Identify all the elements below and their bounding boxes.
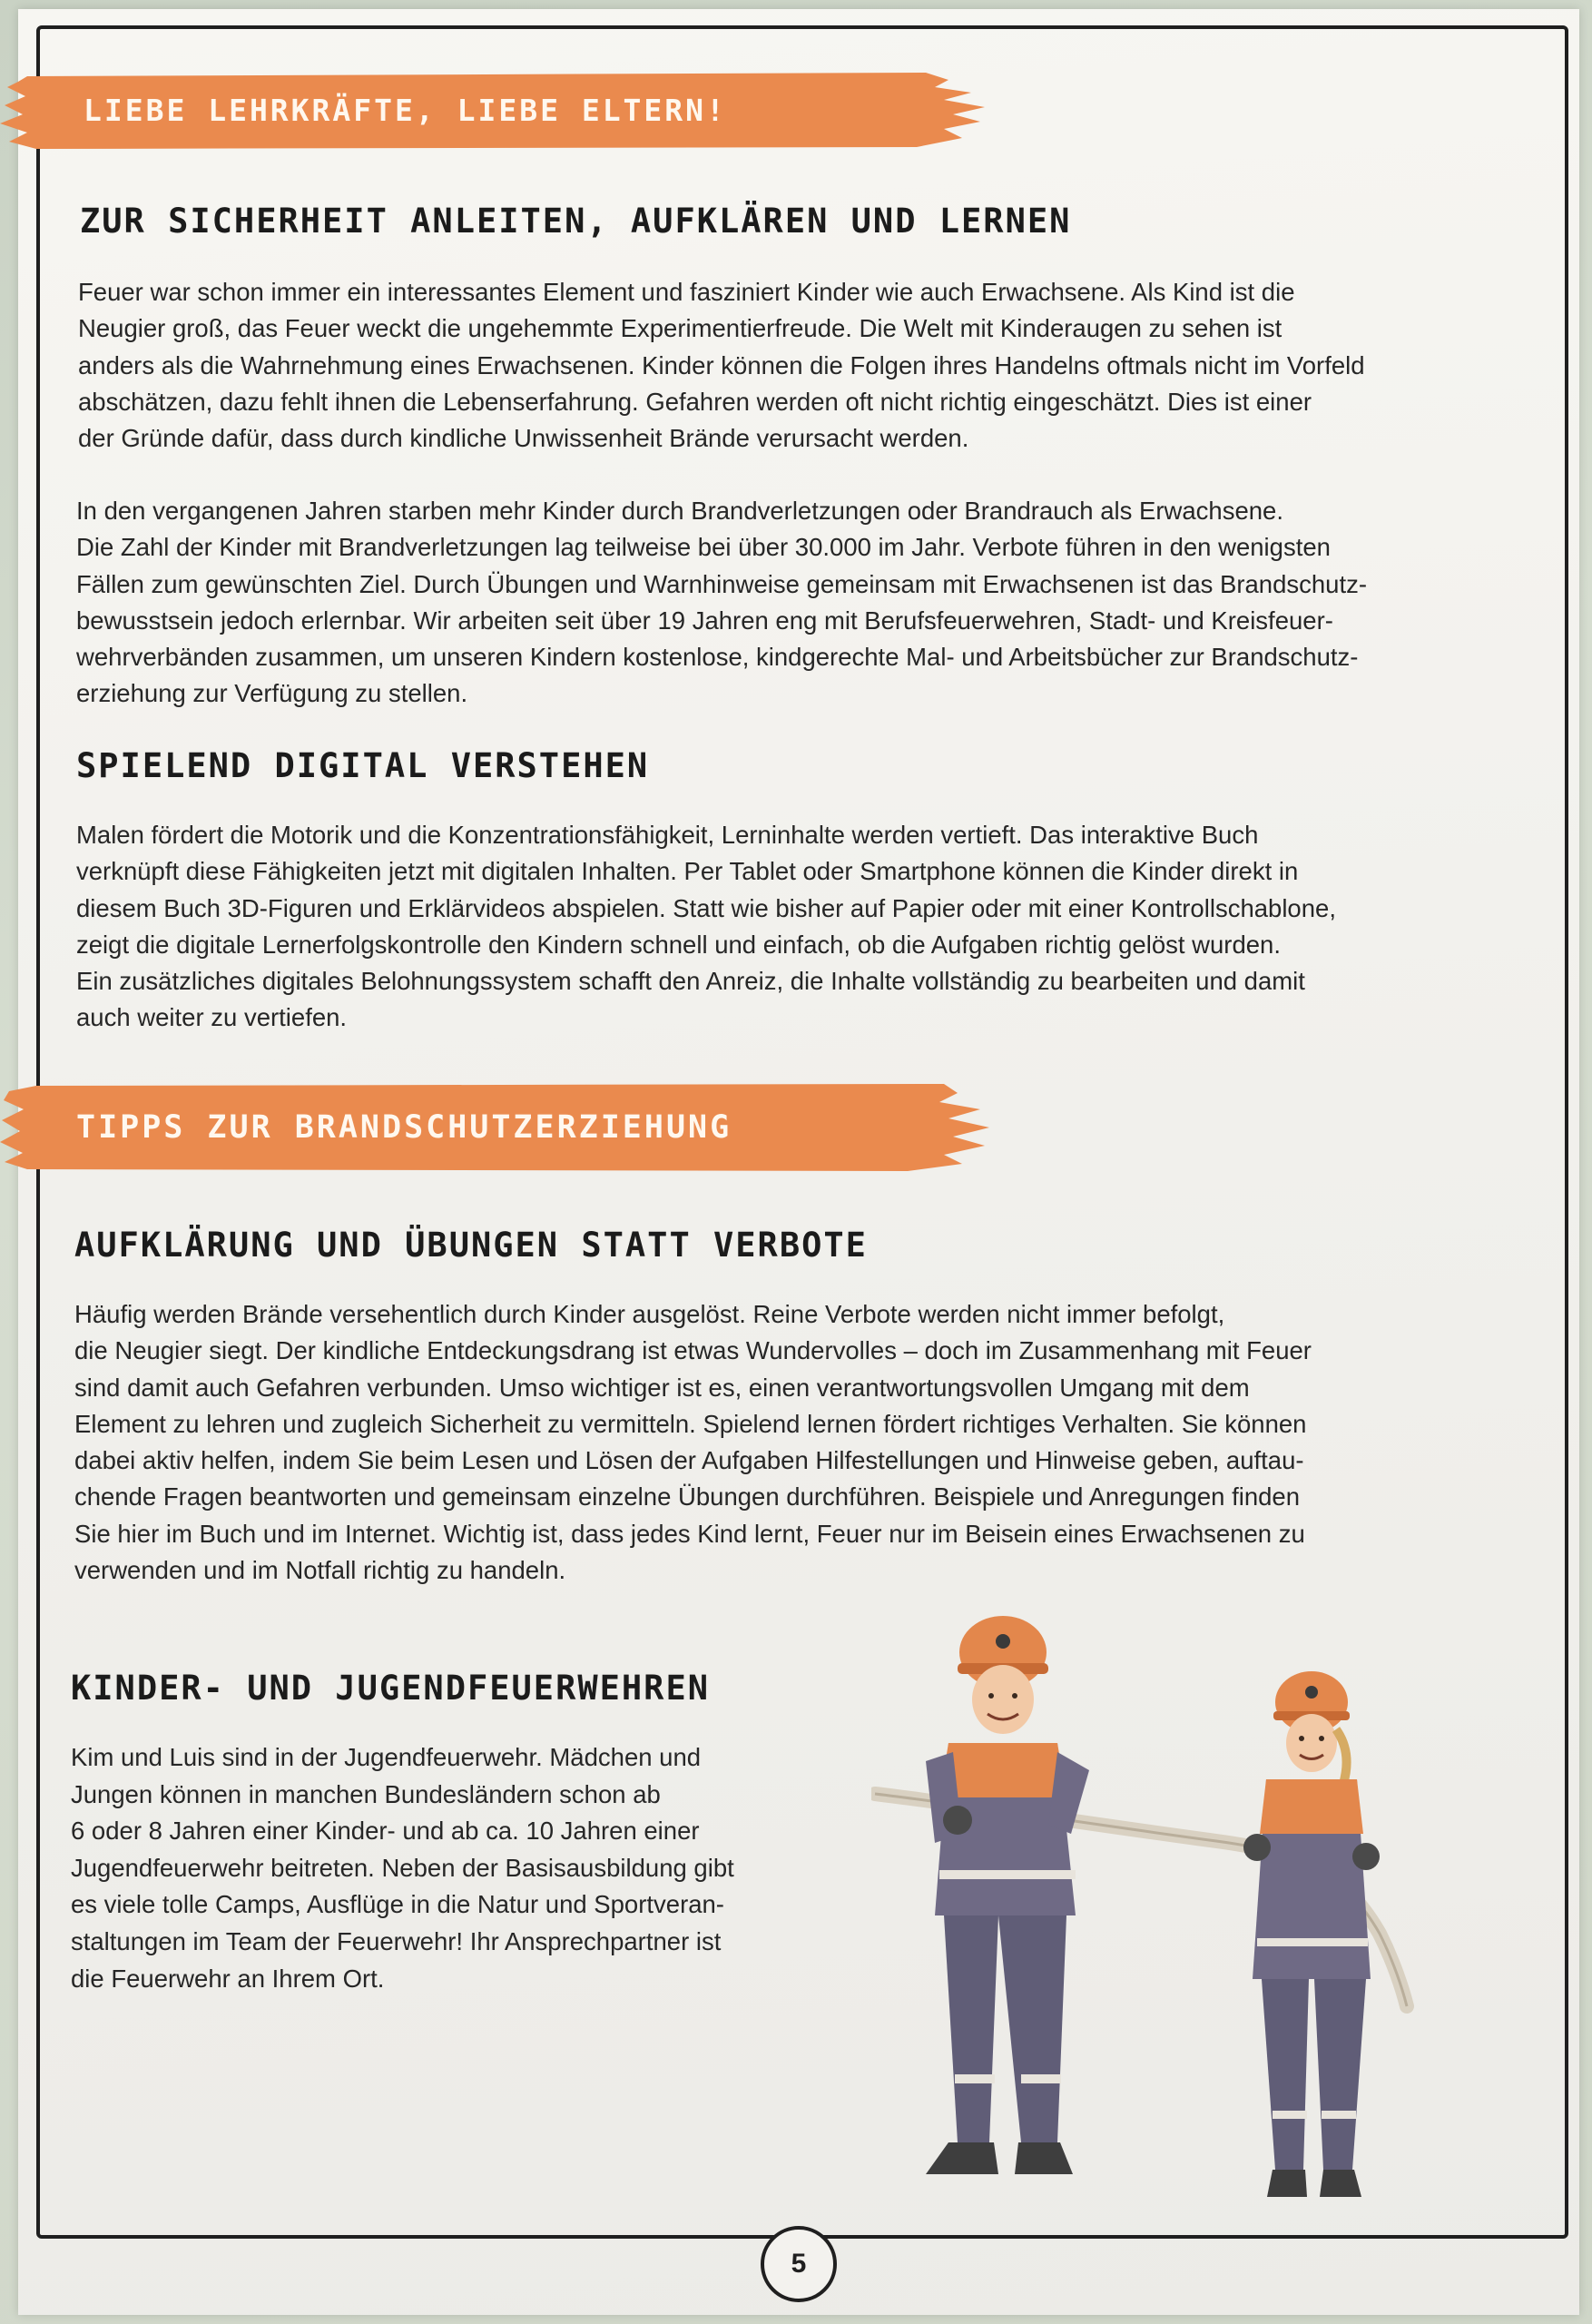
text-line: bewusstsein jedoch erlernbar. Wir arbeiten seit über 19 Jahren eng mit Berufsfeuerwehren, Stadt- und Kreisfeuer- (76, 606, 1333, 635)
figure-luis (926, 1616, 1089, 2174)
heading-digital: SPIELEND DIGITAL VERSTEHEN (76, 746, 650, 785)
paragraph-jugendfeuerwehr (71, 1739, 734, 1997)
text-line: anders als die Wahrnehmung eines Erwachsenen. Kinder können die Folgen ihres Handelns oftmals nicht im Vorfeld (78, 350, 1365, 379)
banner-intro (0, 69, 998, 153)
text-line: Feuer war schon immer ein interessantes Element und fasziniert Kinder wie auch Erwachsene. Als Kind ist die (78, 278, 1295, 306)
text-line: Sie hier im Buch und im Internet. Wichtig ist, dass jedes Kind lernt, Feuer nur im Beisein eines Erwachsenen zu (74, 1519, 1305, 1548)
text-line: Jungen können in manchen Bundesländern schon ab (71, 1779, 661, 1808)
text-line: Jugendfeuerwehr beitreten. Neben der Basisausbildung gibt (71, 1853, 734, 1882)
text-line: Ein zusätzliches digitales Belohnungssystem schafft den Anreiz, die Inhalte vollständig zu bearbeiten und damit (76, 967, 1305, 996)
text-line: Fällen zum gewünschten Ziel. Durch Übungen und Warnhinweise gemeinsam mit Erwachsenen ist das Brandschutz- (76, 569, 1368, 598)
text-line: es viele tolle Camps, Ausflüge in die Natur und Sportveran- (71, 1890, 724, 1919)
text-line: Malen fördert die Motorik und die Konzentrationsfähigkeit, Lerninhalte werden vertieft. Das interaktive Buch (76, 821, 1259, 849)
text-line: erziehung zur Verfügung zu stellen. (76, 679, 468, 708)
text-line: der Gründe dafür, dass durch kindliche Unwissenheit Brände verursacht werden. (78, 424, 969, 453)
paragraph-digital (76, 817, 1336, 1037)
text-line: auch weiter zu vertiefen. (76, 1003, 348, 1032)
text-line: Element zu lehren und zugleich Sicherheit zu vermitteln. Spielend lernen fördert richtiges Verhalten. Sie können (74, 1409, 1307, 1438)
paragraph-verbote (74, 1296, 1312, 1589)
text-line: chende Fragen beantworten und gemeinsam einzelne Übungen durchführen. Beispiele und Anregungen finden (74, 1482, 1300, 1512)
text-line: dabei aktiv helfen, indem Sie beim Lesen und Lösen der Aufgaben Hilfestellungen und Hinweise geben, auftau- (74, 1446, 1304, 1475)
text-line: die Feuerwehr an Ihrem Ort. (71, 1964, 385, 1993)
heading-sicherheit: ZUR SICHERHEIT ANLEITEN, AUFKLÄREN UND LERNEN (80, 202, 1072, 241)
text-line: verwenden und im Notfall richtig zu handeln. (74, 1556, 566, 1585)
heading-jugendfeuerwehren: KINDER- UND JUGENDFEUERWEHREN (71, 1669, 711, 1708)
text-line: diesem Buch 3D-Figuren und Erklärvideos abspielen. Statt wie bisher auf Papier oder mit einer Kontrollschablone, (76, 893, 1336, 922)
banner-tipps (0, 1082, 998, 1173)
text-line: Häufig werden Brände versehentlich durch Kinder ausgelöst. Reine Verbote werden nicht immer befolgt, (74, 1300, 1225, 1328)
text-line: abschätzen, dazu fehlt ihnen die Lebenserfahrung. Gefahren werden oft nicht richtig eingeschätzt. Dies ist einer (78, 387, 1312, 416)
paragraph-brandverletzungen (76, 493, 1367, 713)
text-line: die Neugier siegt. Der kindliche Entdeckungsdrang ist etwas Wundervolles – doch im Zusammenhang mit Feuer (74, 1336, 1312, 1365)
page-number: 5 (761, 2226, 837, 2302)
text-line: Die Zahl der Kinder mit Brandverletzungen lag teilweise bei über 30.000 im Jahr. Verbote führen in den wenigsten (76, 533, 1331, 562)
text-line: wehrverbänden zusammen, um unseren Kindern kostenlose, kindgerechte Mal- und Arbeitsbücher zur Brandschutz- (76, 643, 1359, 672)
paragraph-feuer (78, 274, 1365, 457)
heading-aufklaerung: AUFKLÄRUNG UND ÜBUNGEN STATT VERBOTE (74, 1226, 868, 1265)
text-line: zeigt die digitale Lernerfolgskontrolle den Kindern schnell und einfach, ob die Aufgaben richtig gelöst wurden. (76, 930, 1281, 959)
banner-tipps-label: TIPPS ZUR BRANDSCHUTZERZIEHUNG (76, 1109, 732, 1146)
text-line: Kim und Luis sind in der Jugendfeuerwehr. Mädchen und (71, 1743, 702, 1771)
text-line: verknüpft diese Fähigkeiten jetzt mit digitalen Inhalten. Per Tablet oder Smartphone können die Kinder direkt in (76, 857, 1299, 886)
text-line: sind damit auch Gefahren verbunden. Umso wichtiger ist es, einen verantwortungsvollen Umgang mit dem (74, 1373, 1250, 1402)
text-line: In den vergangenen Jahren starben mehr Kinder durch Brandverletzungen oder Brandrauch als Erwachsene. (76, 497, 1283, 525)
text-line: 6 oder 8 Jahren einer Kinder- und ab ca. 10 Jahren einer (71, 1817, 700, 1846)
text-line: staltungen im Team der Feuerwehr! Ihr Ansprechpartner ist (71, 1926, 722, 1955)
firefighters-illustration (871, 1616, 1434, 2215)
figure-kim (1243, 1671, 1380, 2197)
banner-intro-label: LIEBE LEHRKRÄFTE, LIEBE ELTERN! (84, 93, 727, 128)
text-line: Neugier groß, das Feuer weckt die ungehemmte Experimentierfreude. Die Welt mit Kinderaugen zu sehen ist (78, 314, 1282, 343)
